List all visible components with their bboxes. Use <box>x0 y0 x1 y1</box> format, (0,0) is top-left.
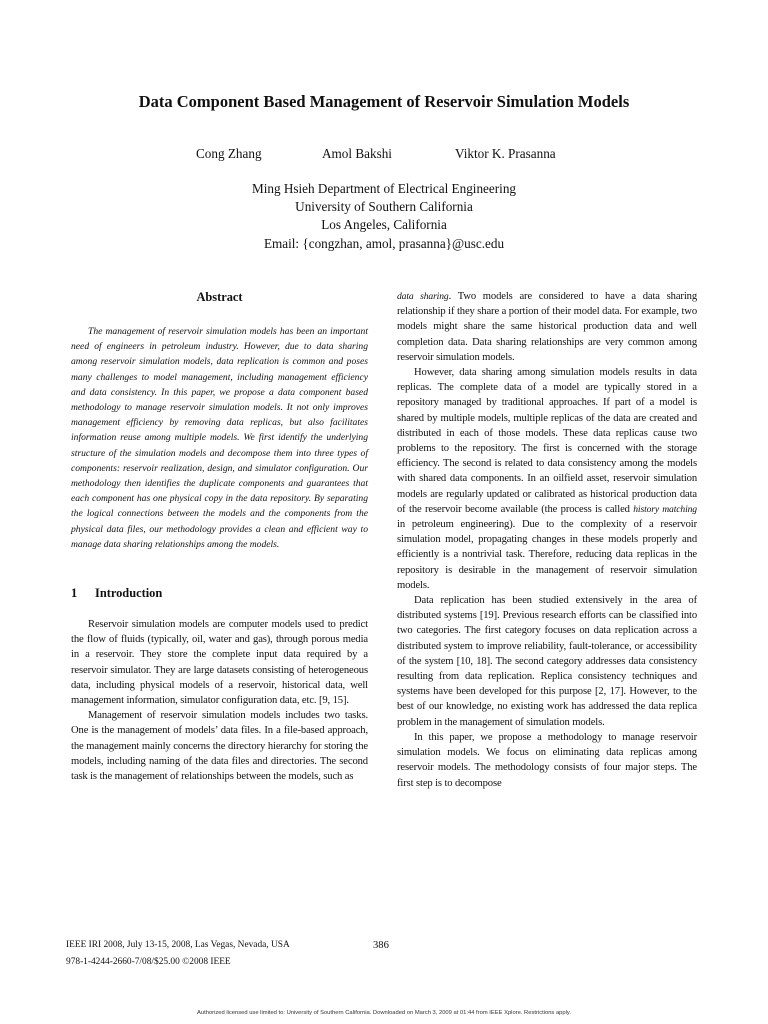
body-paragraph-1 <box>397 289 697 365</box>
intro-paragraph-2: Management of reservoir simulation models includes two tasks. One is the management of models’ data files. In a file-based approach, the management mainly concerns the directory hierarchy for storing the models, including naming of the data files and directories. The second task is the management of relationships between the models, such as <box>71 710 368 783</box>
isbn-copyright: 978-1-4244-2660-7/08/$25.00 ©2008 IEEE <box>66 957 231 967</box>
author-email: Email: {congzhan, amol, prasanna}@usc.edu <box>263 235 505 251</box>
footer-info <box>66 937 290 971</box>
body-paragraph-2 <box>397 365 697 593</box>
right-column <box>397 289 697 791</box>
affiliation-department: Ming Hsieh Department of Electrical Engineering <box>251 181 517 196</box>
page-number: 386 <box>373 940 389 951</box>
abstract-text: The management of reservoir simulation models has been an important need of engineers in petroleum industry. However, due to data sharing among reservoir simulation models, data replication is common and poses many challenges to model management, including management efficiency and data consistency. In this paper, we propose a data component based methodology to manage reservoir simulation models. It not only improves management efficiency by removing data replicas, but also facilitates information reuse among multiple models. We first identify the underlying structure of the simulation models and decompose them into three types of components: reservoir realization, design, and simulator configuration. Our methodology then identifies the duplicate components and guarantees that each component has one physical copy in the data repository. By separating the logical connections between the models and the components from the physical data files, our methodology provides a clean and efficient way to manage data sharing relationships among the models. <box>71 326 368 550</box>
author-list <box>0 146 768 164</box>
conference-info: IEEE IRI 2008, July 13-15, 2008, Las Vegas, Nevada, USA <box>66 940 290 950</box>
paragraph-text: . Two models are considered to have a data sharing relationship if they share a portion of their model data. For example, two models might share the same historical production data and well completion data. Data sharing relationships are very common among reservoir simulation models. <box>397 291 697 363</box>
term-history-matching: history matching <box>633 503 697 515</box>
intro-paragraph-1: Reservoir simulation models are computer models used to predict the flow of fluids (typically, oil, water and gas), through porous media in a reservoir. They store the complete input data required by a reservoir simulator. They are large datasets consisting of heterogeneous data, including physical models of a reservoir, historical data, well management information, simulator configuration data, etc. [9, 15]. <box>71 619 368 707</box>
section-title: Introduction <box>95 586 163 601</box>
abstract-heading: Abstract <box>196 290 243 304</box>
author-name: Cong Zhang <box>196 146 262 161</box>
section-heading-introduction <box>71 585 368 601</box>
body-paragraph-4: In this paper, we propose a methodology to manage reservoir simulation models. We focus on eliminating data replicas among reservoir models. The methodology consists of four major steps. The first step is to decompose <box>397 731 697 789</box>
paragraph-text: However, data sharing among simulation models results in data replicas. The complete data of a model are typically stored in a repository managed by traditional approaches. If part of a model is shared by multiple models, multiple replicas of the data are created and distributed in each of those models. These data replicas cause two problems to the repository. The first is concerned with the storage efficiency. The second is related to data consistency among the models with shared data components. In an oilfield asset, reservoir simulation models are regularly updated or calibrated as historical production data of the reservoir become available (the process is called <box>397 367 697 515</box>
affiliation-block <box>0 180 768 253</box>
author-name: Amol Bakshi <box>322 146 392 161</box>
affiliation-location: Los Angeles, California <box>321 217 447 233</box>
paper-title: Data Component Based Management of Reservoir Simulation Models <box>138 92 630 111</box>
left-column <box>71 289 368 784</box>
term-data-sharing: data sharing <box>397 291 449 302</box>
author-name: Viktor K. Prasanna <box>455 146 556 161</box>
affiliation-university: University of Southern California <box>295 199 473 215</box>
body-paragraph-3: Data replication has been studied extensively in the area of distributed systems [19]. Previous research efforts can be classified into two categories. The first category focuses on data replication across a distributed system to improve reliability, fault-tolerance, or accessibility of the system [10, 18]. The second category addresses data consistency resulting from data replication. Replica consistency techniques and systems have been developed for this purpose [2, 17]. However, to the best of our knowledge, no existing work has addressed the data replica problem in the management of simulation models. <box>397 595 697 728</box>
authorization-notice: Authorized licensed use limited to: University of Southern California. Downloaded on March 3, 2009 at 01:44 from IEEE Xplore. Restrictions apply. <box>197 1010 571 1016</box>
section-number: 1 <box>71 586 78 601</box>
paragraph-text: in petroleum engineering). Due to the complexity of a reservoir simulation model, propagating changes in these models properly and efficiently is a nontrivial task. Therefore, reducing data replicas in the repository is desirable in the management of reservoir simulation models. <box>397 519 697 591</box>
